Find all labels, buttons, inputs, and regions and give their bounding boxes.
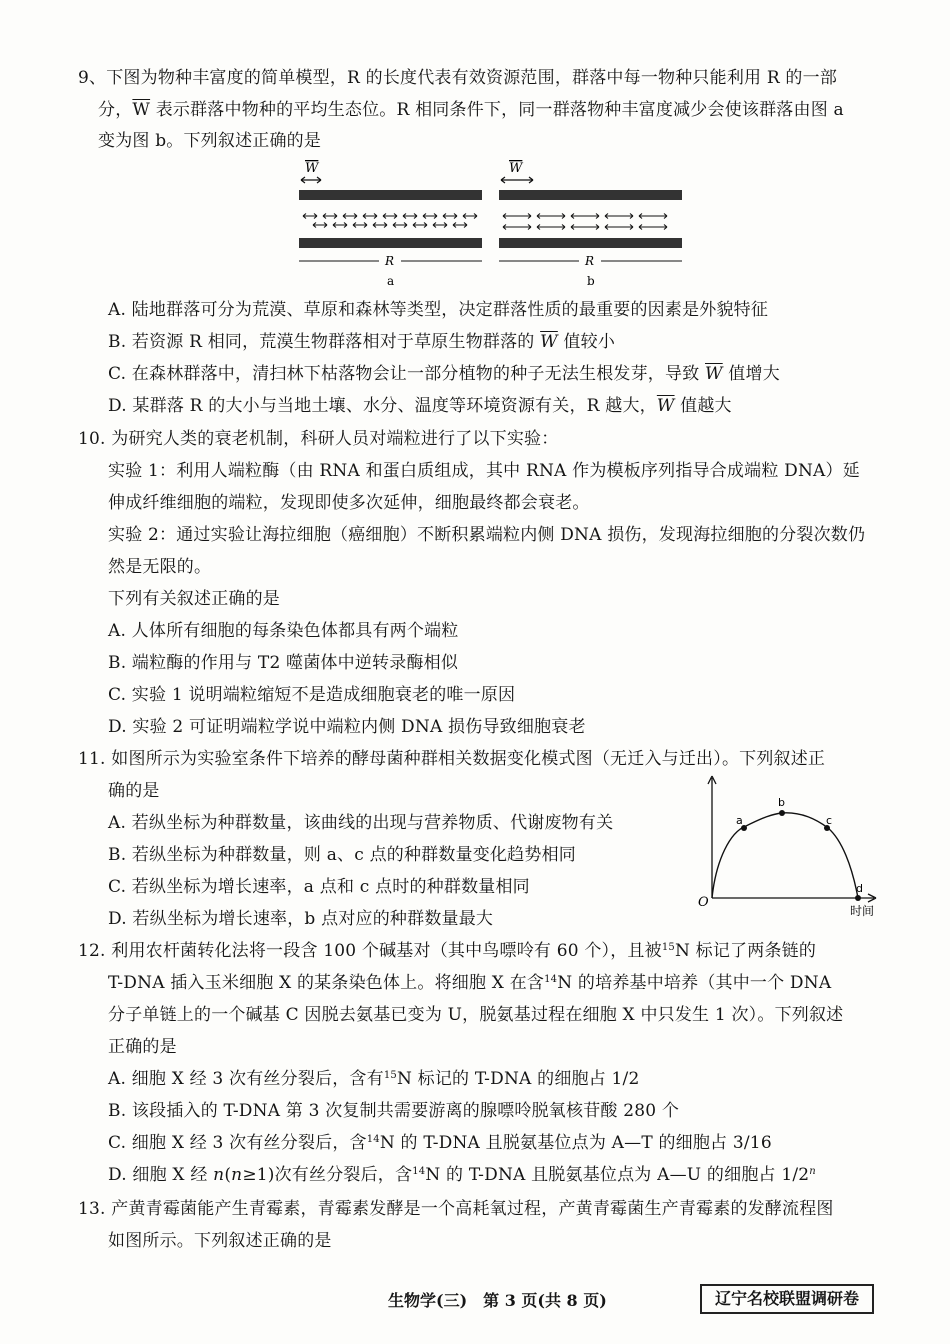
caption-a: a — [387, 274, 395, 288]
q10-exp2-line2: 然是无限的。 — [108, 557, 212, 577]
niche-arrow — [383, 214, 397, 219]
niche-arrow — [537, 225, 565, 230]
point-b — [779, 810, 785, 816]
niche-arrow — [343, 214, 357, 219]
q9-stem-line1: 9、下图为物种丰富度的简单模型，R 的长度代表有效资源范围，群落中每一物种只能利用 R 的一部 — [78, 68, 838, 88]
r-label-a: R — [385, 254, 395, 268]
niche-arrow — [605, 214, 633, 219]
q12-stem-line3: 分子单链上的一个碱基 C 因脱去氨基已变为 U，脱氨基过程在细胞 X 中只发生 1 次）。下列叙述 — [108, 1005, 844, 1025]
niche-arrow — [503, 225, 531, 230]
niche-arrows-row1-b — [503, 214, 667, 219]
w-label-a: W — [305, 161, 319, 176]
q12-stem-line4: 正确的是 — [108, 1037, 177, 1057]
niche-arrows-row1-a — [303, 214, 477, 219]
panel-b — [499, 161, 682, 288]
label-c: c — [826, 814, 833, 827]
q9-option-b: B. 若资源 R 相同，荒漠生物群落相对于草原生物群落的 $\overline{W}$ 值较小 — [108, 332, 616, 352]
niche-arrow — [363, 214, 377, 219]
r-label-b: R — [585, 254, 595, 268]
niche-arrow — [333, 223, 347, 228]
panel-a — [299, 161, 482, 288]
q12-option-c: C. 细胞 X 经 3 次有丝分裂后，含$^{14}$N 的 T-DNA 且脱氨基位点为 A—T 的细胞占 3/16 — [108, 1133, 772, 1153]
niche-arrow — [393, 223, 407, 228]
q10-exp1-line2: 伸成纤维细胞的端粒，发现即使多次延伸，细胞最终都会衰老。 — [108, 493, 590, 513]
niche-arrow — [323, 214, 337, 219]
niche-arrow — [353, 223, 367, 228]
niche-arrow — [413, 223, 427, 228]
q10-option-b: B. 端粒酶的作用与 T2 噬菌体中逆转录酶相似 — [108, 653, 459, 673]
q11-option-b: B. 若纵坐标为种群数量，则 a、c 点的种群数量变化趋势相同 — [108, 845, 576, 865]
q10-stem: 10. 为研究人类的衰老机制，科研人员对端粒进行了以下实验： — [78, 429, 559, 449]
niche-arrow — [503, 214, 531, 219]
niche-arrow — [443, 214, 457, 219]
q9-option-d: D. 某群落 R 的大小与当地土壤、水分、温度等环境资源有关，R 越大，$\overline{W}$ 值越大 — [108, 396, 732, 416]
q13-stem-line1: 13. 产黄青霉菌能产生青霉素，青霉素发酵是一个高耗氧过程，产黄青霉菌生产青霉素的发酵流程图 — [78, 1199, 834, 1219]
q9-stem-line2: 分，$\overline{W}$ 表示群落中物种的平均生态位。R 相同条件下，同一群落物种丰富度减少会使该群落由图 a — [98, 100, 844, 120]
niche-arrow — [605, 225, 633, 230]
q12-stem-line2: T-DNA 插入玉米细胞 X 的某条染色体上。将细胞 X 在含$^{14}$N 的培养基中培养（其中一个 DNA — [108, 973, 832, 993]
population-curve-graph — [696, 770, 886, 918]
x-axis-label: 时间 — [850, 904, 875, 918]
niche-arrow — [453, 223, 467, 228]
niche-arrow — [537, 214, 565, 219]
q12-stem-line1: 12. 利用农杆菌转化法将一段含 100 个碱基对（其中鸟嘌呤有 60 个），且被$^{15}$N 标记了两条链的 — [78, 941, 817, 961]
niche-arrow — [639, 214, 667, 219]
niche-arrow — [423, 214, 437, 219]
niche-arrow — [433, 223, 447, 228]
q11-option-c: C. 若纵坐标为增长速率，a 点和 c 点时的种群数量相同 — [108, 877, 530, 897]
q9-option-c: C. 在森林群落中，清扫林下枯落物会让一部分植物的种子无法生根发芽，导致 $\overline{W}$ 值增大 — [108, 364, 780, 384]
w-bar-symbol: $\overline{W}$ — [132, 100, 151, 120]
niche-arrow — [463, 214, 477, 219]
q10-option-a: A. 人体所有细胞的每条染色体都具有两个端粒 — [108, 621, 459, 641]
q10-option-d: D. 实验 2 可证明端粒学说中端粒内侧 DNA 损伤导致细胞衰老 — [108, 717, 586, 737]
q11-option-d: D. 若纵坐标为增长速率，b 点对应的种群数量最大 — [108, 909, 494, 929]
q12-option-a: A. 细胞 X 经 3 次有丝分裂后，含有$^{15}$N 标记的 T-DNA 的细胞占 1/2 — [108, 1069, 640, 1089]
label-d: d — [856, 882, 863, 895]
label-a: a — [736, 814, 743, 827]
q9-stem-line3: 变为图 b。下列叙述正确的是 — [98, 131, 322, 151]
q10-ask: 下列有关叙述正确的是 — [108, 589, 280, 609]
niche-model-figure — [295, 158, 690, 290]
niche-arrow — [313, 223, 327, 228]
page-footer: 生物学(三) 第 3 页(共 8 页) — [388, 1291, 607, 1310]
q11-stem-line2: 确的是 — [108, 781, 160, 801]
niche-arrow — [571, 225, 599, 230]
niche-arrows-row2-a — [313, 223, 467, 228]
exam-badge: 辽宁名校联盟调研卷 — [700, 1284, 874, 1314]
q12-option-b: B. 该段插入的 T-DNA 第 3 次复制共需要游离的腺嘌呤脱氧核苷酸 280 个 — [108, 1101, 680, 1121]
q9-option-a: A. 陆地群落可分为荒漠、草原和森林等类型，决定群落性质的最重要的因素是外貌特征 — [108, 300, 769, 320]
q11-stem-line1: 11. 如图所示为实验室条件下培养的酵母菌种群相关数据变化模式图（无迁入与迁出）。下列叙述正 — [78, 749, 826, 769]
niche-arrow — [303, 214, 317, 219]
origin-label: O — [698, 895, 709, 910]
niche-arrow — [403, 214, 417, 219]
point-d — [855, 895, 861, 901]
q12-option-d: D. 细胞 X 经 n(n≥1)次有丝分裂后，含$^{14}$N 的 T-DNA 且脱氨基位点为 A—U 的细胞占 1/2$^n$ — [108, 1165, 816, 1185]
q10-option-c: C. 实验 1 说明端粒缩短不是造成细胞衰老的唯一原因 — [108, 685, 516, 705]
niche-arrow — [639, 225, 667, 230]
q13-stem-line2: 如图所示。下列叙述正确的是 — [108, 1231, 332, 1251]
q11-option-a: A. 若纵坐标为种群数量，该曲线的出现与营养物质、代谢废物有关 — [108, 813, 614, 833]
q10-exp2-line1: 实验 2：通过实验让海拉细胞（癌细胞）不断积累端粒内侧 DNA 损伤，发现海拉细胞的分裂次数仍 — [108, 525, 866, 545]
w-label-b: W — [509, 161, 523, 176]
niche-arrow — [571, 214, 599, 219]
niche-arrow — [373, 223, 387, 228]
q10-exp1-line1: 实验 1：利用人端粒酶（由 RNA 和蛋白质组成，其中 RNA 作为模板序列指导合成端粒 DNA）延 — [108, 461, 860, 481]
caption-b: b — [587, 274, 595, 288]
label-b: b — [778, 796, 785, 809]
niche-arrows-row2-b — [503, 225, 667, 230]
